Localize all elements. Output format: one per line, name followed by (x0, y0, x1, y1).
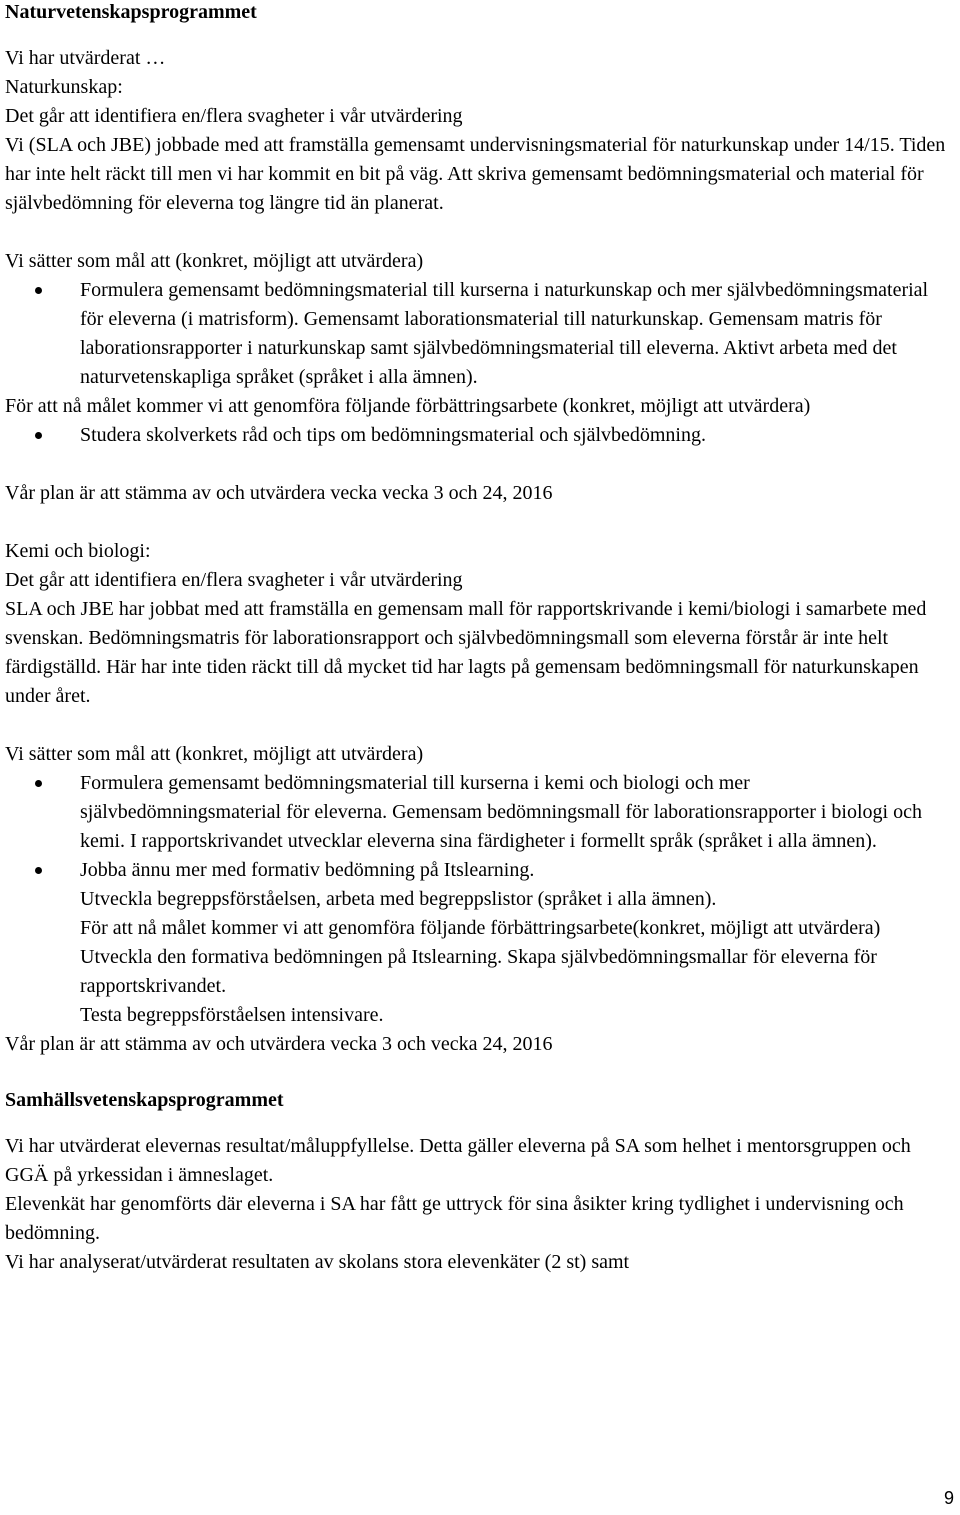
nv-intro: Vi har utvärderat … (5, 47, 166, 69)
naturkunskap-improve-intro: För att nå målet kommer vi att genomföra följande förbättringsarbete (konkret, möjligt att utvärdera) (5, 395, 811, 417)
sa-paragraph-3: Vi har analyserat/utvärderat resultaten av skolans stora elevenkäter (2 st) samt (5, 1251, 630, 1273)
kemi-continuation-4: Testa begreppsförståelsen intensivare. (80, 1004, 384, 1026)
kemi-weakness: Det går att identifiera en/flera svagheter i vår utvärdering (5, 569, 463, 591)
list-item-text: Jobba ännu mer med formativ bedömning på Itslearning. (80, 859, 535, 881)
kemi-continuation-2: För att nå målet kommer vi att genomföra följande förbättringsarbete(konkret, möjligt att utvärdera) (80, 917, 881, 939)
section-heading-sa: Samhällsvetenskapsprogrammet (5, 1089, 284, 1111)
page-number: 9 (943, 1488, 954, 1508)
naturkunskap-improve-list (5, 421, 955, 450)
list-item-text: Studera skolverkets råd och tips om bedömningsmaterial och självbedömning. (80, 424, 706, 446)
bullet-icon (35, 432, 42, 439)
document-page (5, 0, 955, 1277)
naturkunskap-goal-list (5, 276, 955, 392)
kemi-continuation-3: Utveckla den formativa bedömningen på Itslearning. Skapa självbedömningsmallar för eleverna för rapportskrivandet. (80, 946, 877, 997)
naturkunskap-label: Naturkunskap: (5, 76, 123, 98)
list-item-text: Formulera gemensamt bedömningsmaterial till kurserna i naturkunskap och mer självbedömningsmaterial för eleverna (i matrisform). Gemensamt laborationsmaterial till naturkunskap. Gemensam matris för laborationsrapporter i naturkunskap samt självbedömningsmaterial till eleverna. Aktivt arbeta med det naturvetenskapliga språket (språket i alla ämnen). (80, 279, 929, 388)
kemi-label: Kemi och biologi: (5, 540, 151, 562)
kemi-plan: Vår plan är att stämma av och utvärdera vecka 3 och vecka 24, 2016 (5, 1033, 553, 1055)
sa-paragraph-1: Vi har utvärderat elevernas resultat/måluppfyllelse. Detta gäller eleverna på SA som helhet i mentorsgruppen och GGÄ på yrkessidan i ämneslaget. (5, 1135, 911, 1186)
naturkunskap-plan: Vår plan är att stämma av och utvärdera vecka vecka 3 och 24, 2016 (5, 482, 553, 504)
list-item (5, 769, 955, 856)
kemi-goal-intro: Vi sätter som mål att (konkret, möjligt att utvärdera) (5, 743, 424, 765)
list-item (5, 856, 955, 885)
bullet-icon (35, 287, 42, 294)
list-item (5, 421, 955, 450)
kemi-goal-list (5, 769, 955, 885)
naturkunskap-goal-intro: Vi sätter som mål att (konkret, möjligt att utvärdera) (5, 250, 424, 272)
list-item (5, 276, 955, 392)
list-item-text: Formulera gemensamt bedömningsmaterial till kurserna i kemi och biologi och mer självbedömningsmaterial för eleverna. Gemensam bedömningsmall för laborationsrapporter i biologi och kemi. I rapportskrivandet utvecklar eleverna sina färdigheter i formellt språk (språket i alla ämnen). (80, 772, 922, 852)
naturkunskap-weakness: Det går att identifiera en/flera svagheter i vår utvärdering (5, 105, 463, 127)
bullet-icon (35, 867, 42, 874)
kemi-continuation-1: Utveckla begreppsförståelsen, arbeta med begreppslistor (språket i alla ämnen). (80, 888, 717, 910)
section-heading-nv: Naturvetenskapsprogrammet (5, 1, 257, 23)
sa-paragraph-2: Elevenkät har genomförts där eleverna i SA har fått ge uttryck för sina åsikter kring tydlighet i undervisning och bedömning. (5, 1193, 904, 1244)
kemi-body: SLA och JBE har jobbat med att framställa en gemensam mall för rapportskrivande i kemi/biologi i samarbete med svenskan. Bedömningsmatris för laborationsrapport och självbedömningsmall som eleverna förstår är inte helt färdigställd. Här har inte tiden räckt till då mycket tid har lagts på gemensam bedömningsmall för naturkunskapen under året. (5, 598, 927, 707)
naturkunskap-body: Vi (SLA och JBE) jobbade med att framställa gemensamt undervisningsmaterial för naturkunskap under 14/15. Tiden har inte helt räckt till men vi har kommit en bit på väg. Att skriva gemensamt bedömningsmaterial och material för självbedömning för eleverna tog längre tid än planerat. (5, 134, 946, 214)
bullet-icon (35, 780, 42, 787)
